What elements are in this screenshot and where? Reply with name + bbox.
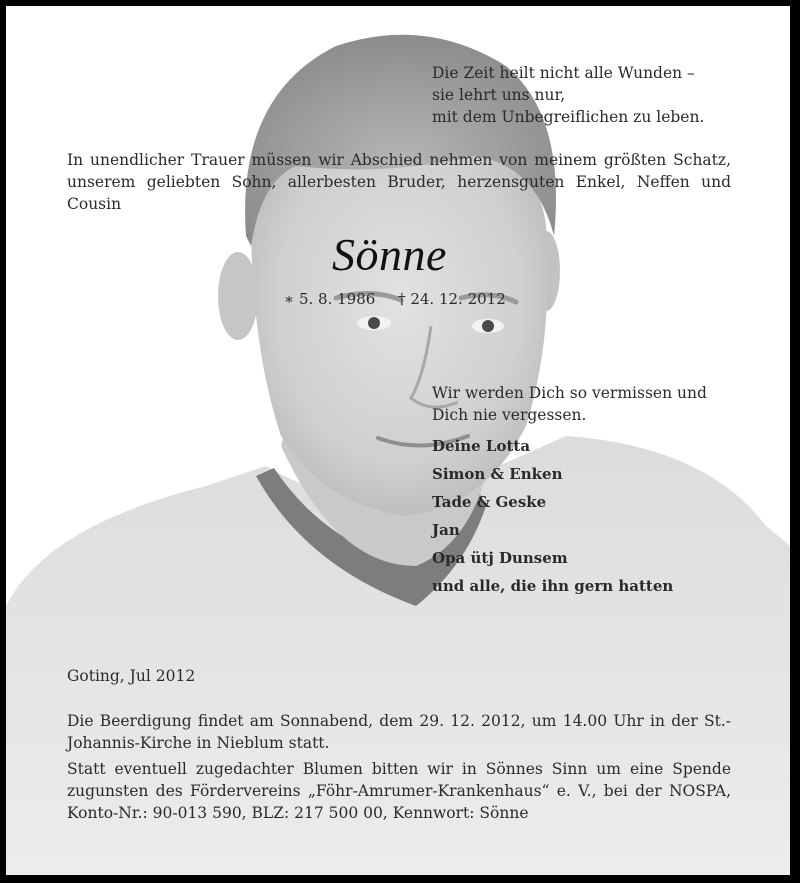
quote-block xyxy=(432,62,704,128)
burial-info: Die Beerdigung findet am Sonnabend, dem 29. 12. 2012, um 14.00 Uhr in der St.-Johannis-Kirche in Nieblum statt. xyxy=(67,712,731,752)
farewell-line: Dich nie vergessen. xyxy=(432,406,587,424)
farewell-block xyxy=(432,382,707,426)
deceased-name: Sönne xyxy=(332,229,447,280)
signers-list xyxy=(432,432,673,600)
signer: und alle, die ihn gern hatten xyxy=(432,577,674,595)
signer: Tade & Geske xyxy=(432,493,547,511)
signer: Opa ütj Dunsem xyxy=(432,549,568,567)
quote-line: Die Zeit heilt nicht alle Wunden – xyxy=(432,64,695,82)
farewell-line: Wir werden Dich so vermissen und xyxy=(432,384,707,402)
death-date: † 24. 12. 2012 xyxy=(398,290,506,308)
quote-line: sie lehrt uns nur, xyxy=(432,86,566,104)
life-dates xyxy=(284,288,524,310)
signer: Deine Lotta xyxy=(432,437,531,455)
place-date: Goting, Jul 2012 xyxy=(67,667,196,685)
birth-date: ∗ 5. 8. 1986 xyxy=(284,290,376,308)
intro-paragraph: In unendlicher Trauer müssen wir Abschied nehmen von meinem größten Schatz, unserem geliebten Sohn, allerbesten Bruder, herzensguten Enkel, Neffen und Cousin xyxy=(67,151,731,213)
obituary-notice xyxy=(6,6,790,875)
quote-line: mit dem Unbegreiflichen zu leben. xyxy=(432,108,705,126)
donation-info: Statt eventuell zugedachter Blumen bitten wir in Sönnes Sinn um eine Spende zugunsten des Fördervereins „Föhr-Amrumer-Krankenhaus“ e. V., bei der NOSPA, Konto-Nr.: 90-013 590, BLZ: 217 500 00, Kennwort: Sönne xyxy=(67,760,731,822)
signer: Jan xyxy=(432,521,460,539)
signer: Simon & Enken xyxy=(432,465,563,483)
left-ear xyxy=(218,252,258,340)
